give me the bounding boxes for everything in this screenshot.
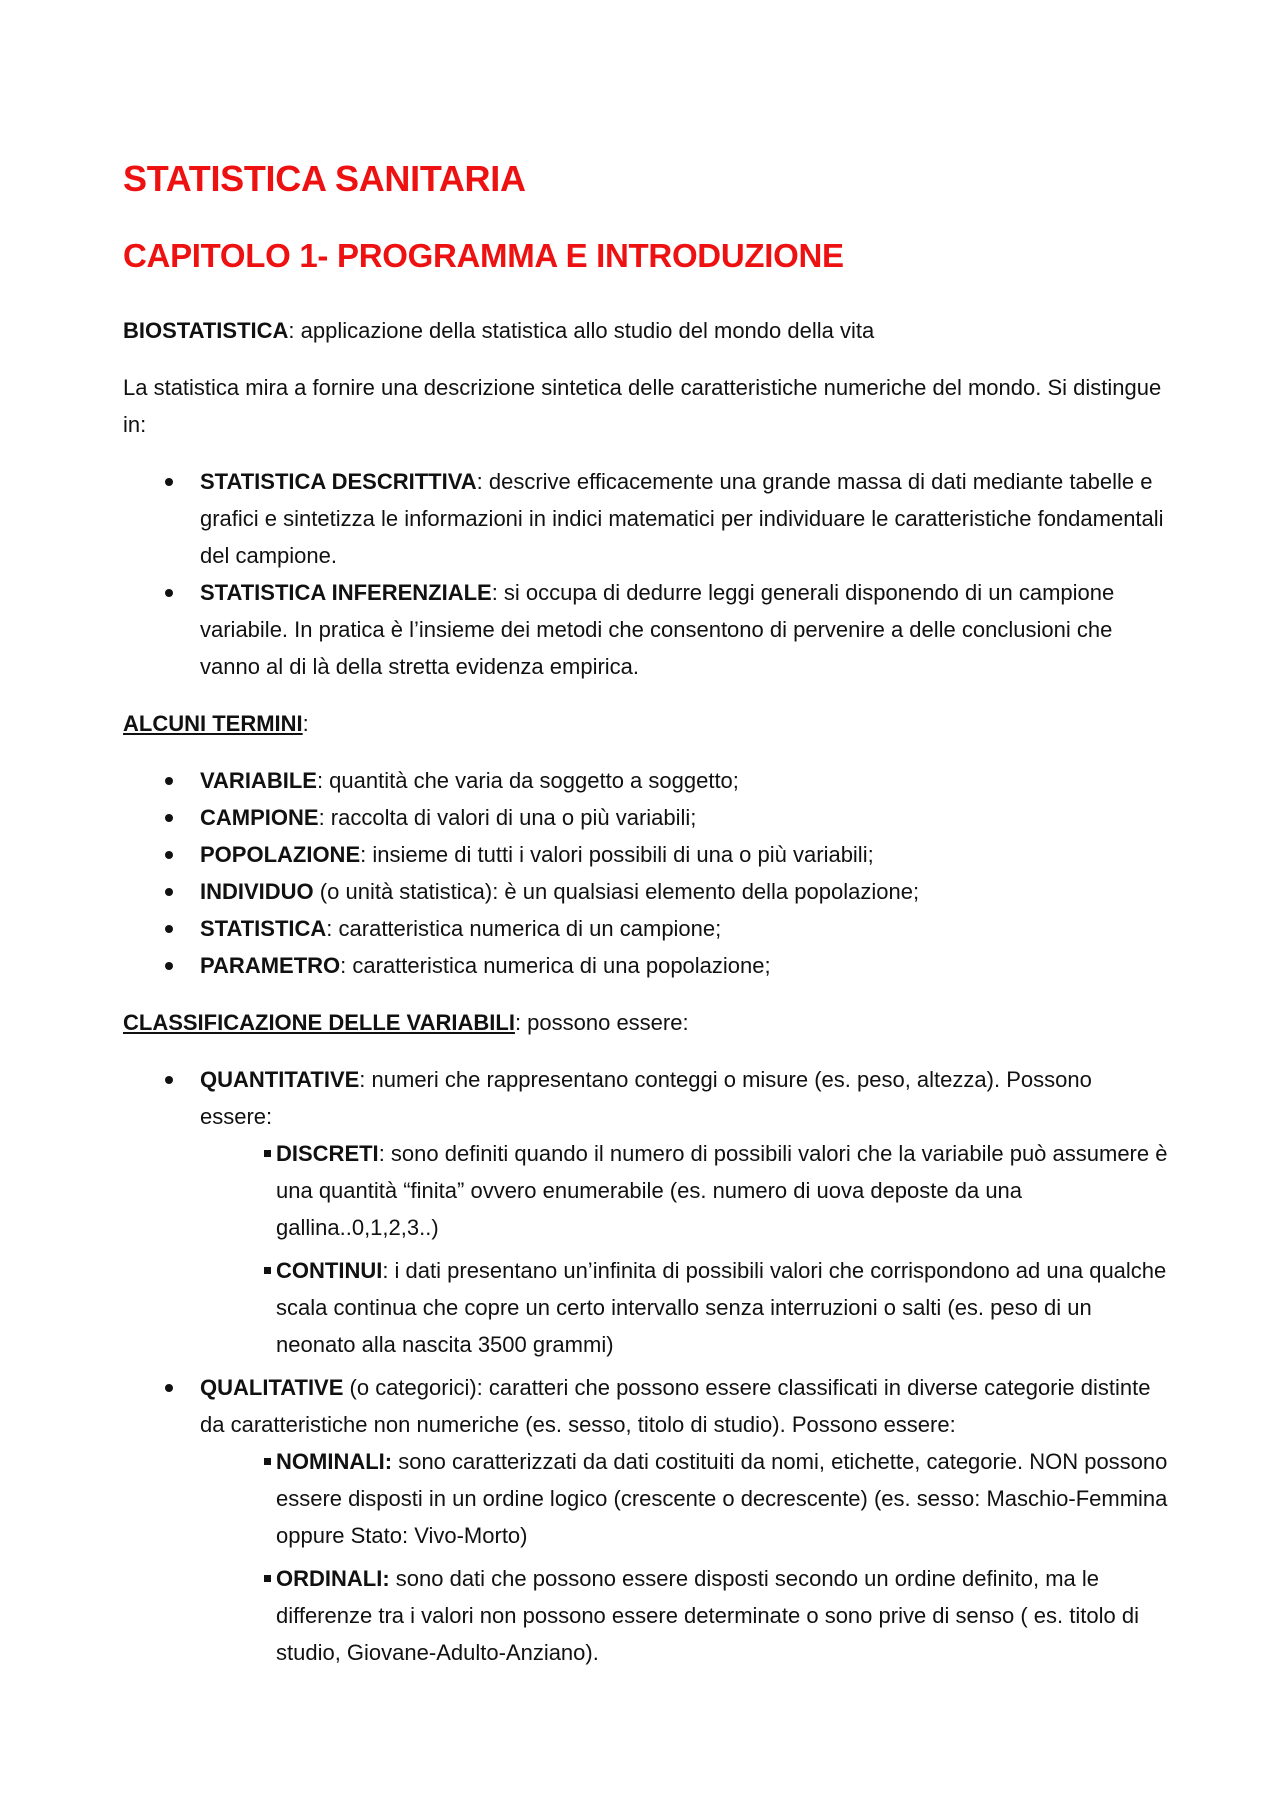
definition-term: BIOSTATISTICA	[123, 318, 289, 343]
item-text: : caratteristica numerica di una popolazione;	[340, 953, 771, 978]
list-item	[200, 836, 1168, 873]
item-term: VARIABILE	[200, 768, 317, 793]
quantitative-sublist	[200, 1135, 1168, 1363]
subitem-term: NOMINALI:	[276, 1449, 393, 1474]
item-text: : si occupa di dedurre leggi generali disponendo di un campione variabile. In pratica è l’insieme dei metodi che consentono di pervenire a delle conclusioni che vanno al di là della stretta evidenza empirica.	[200, 580, 1115, 679]
classification-heading	[123, 1004, 1168, 1041]
sublist-item	[276, 1443, 1168, 1554]
item-term: QUANTITATIVE	[200, 1067, 360, 1092]
item-term: STATISTICA INFERENZIALE	[200, 580, 492, 605]
terms-heading-suffix: :	[302, 711, 309, 736]
list-item	[200, 947, 1168, 984]
list-item	[200, 762, 1168, 799]
item-text: : descrive efficacemente una grande massa di dati mediante tabelle e grafici e sintetizza le informazioni in indici matematici per individuare le caratteristiche fondamentali del campione.	[200, 469, 1164, 568]
item-term: STATISTICA	[200, 916, 327, 941]
list-item-qualitative	[200, 1369, 1168, 1671]
item-term: CAMPIONE	[200, 805, 319, 830]
item-term: INDIVIDUO	[200, 879, 314, 904]
terms-heading-label: ALCUNI TERMINI	[123, 711, 303, 736]
list-item	[200, 910, 1168, 947]
document-title: STATISTICA SANITARIA	[123, 158, 526, 199]
subitem-text: sono dati che possono essere disposti secondo un ordine definito, ma le differenze tra i valori non possono essere determinate o sono prive di senso ( es. titolo di studio, Giovane-Adulto-Anziano).	[276, 1566, 1139, 1665]
intro-paragraph: La statistica mira a fornire una descrizione sintetica delle caratteristiche numeriche del mondo. Si distingue in:	[123, 375, 1162, 437]
classification-heading-suffix: : possono essere:	[514, 1010, 689, 1035]
statistics-types-list	[123, 463, 1168, 685]
list-item	[200, 799, 1168, 836]
subitem-term: ORDINALI:	[276, 1566, 390, 1591]
subitem-text: : i dati presentano un’infinita di possibili valori che corrispondono ad una qualche scala continua che copre un certo intervallo senza interruzioni o salti (es. peso di un neonato alla nascita 3500 grammi)	[276, 1258, 1167, 1357]
item-term: STATISTICA DESCRITTIVA	[200, 469, 477, 494]
list-item-quantitative	[200, 1061, 1168, 1363]
item-text: : quantità che varia da soggetto a soggetto;	[316, 768, 739, 793]
item-text: : insieme di tutti i valori possibili di una o più variabili;	[360, 842, 874, 867]
qualitative-sublist	[200, 1443, 1168, 1671]
item-text: : raccolta di valori di una o più variabili;	[318, 805, 697, 830]
item-text: (o unità statistica): è un qualsiasi elemento della popolazione;	[313, 879, 920, 904]
list-item	[200, 873, 1168, 910]
classification-heading-label: CLASSIFICAZIONE DELLE VARIABILI	[123, 1010, 515, 1035]
sublist-item	[276, 1560, 1168, 1671]
subitem-text: sono caratterizzati da dati costituiti da nomi, etichette, categorie. NON possono essere disposti in un ordine logico (crescente o decrescente) (es. sesso: Maschio-Femmina oppure Stato: Vivo-Morto)	[276, 1449, 1168, 1548]
item-term: QUALITATIVE	[200, 1375, 344, 1400]
biostatistica-definition	[123, 312, 1168, 349]
sublist-item	[276, 1135, 1168, 1246]
document-body	[123, 312, 1168, 1691]
definition-text: : applicazione della statistica allo studio del mondo della vita	[288, 318, 875, 343]
classification-list	[123, 1061, 1168, 1671]
item-text: : numeri che rappresentano conteggi o misure (es. peso, altezza). Possono essere:	[200, 1067, 1092, 1129]
terms-heading	[123, 705, 1168, 742]
item-text: : caratteristica numerica di un campione;	[326, 916, 722, 941]
item-term: POPOLAZIONE	[200, 842, 361, 867]
item-text: (o categorici): caratteri che possono essere classificati in diverse categorie distinte da caratteristiche non numeriche (es. sesso, titolo di studio). Possono essere:	[200, 1375, 1151, 1437]
chapter-heading: CAPITOLO 1- PROGRAMMA E INTRODUZIONE	[123, 237, 844, 274]
sublist-item	[276, 1252, 1168, 1363]
subitem-term: CONTINUI	[276, 1258, 383, 1283]
list-item	[200, 574, 1168, 685]
subitem-text: : sono definiti quando il numero di possibili valori che la variabile può assumere è una quantità “finita” ovvero enumerabile (es. numero di uova deposte da una gallina..0,1,2,3..)	[276, 1141, 1168, 1240]
list-item	[200, 463, 1168, 574]
subitem-term: DISCRETI	[276, 1141, 379, 1166]
terms-list	[123, 762, 1168, 984]
item-term: PARAMETRO	[200, 953, 341, 978]
